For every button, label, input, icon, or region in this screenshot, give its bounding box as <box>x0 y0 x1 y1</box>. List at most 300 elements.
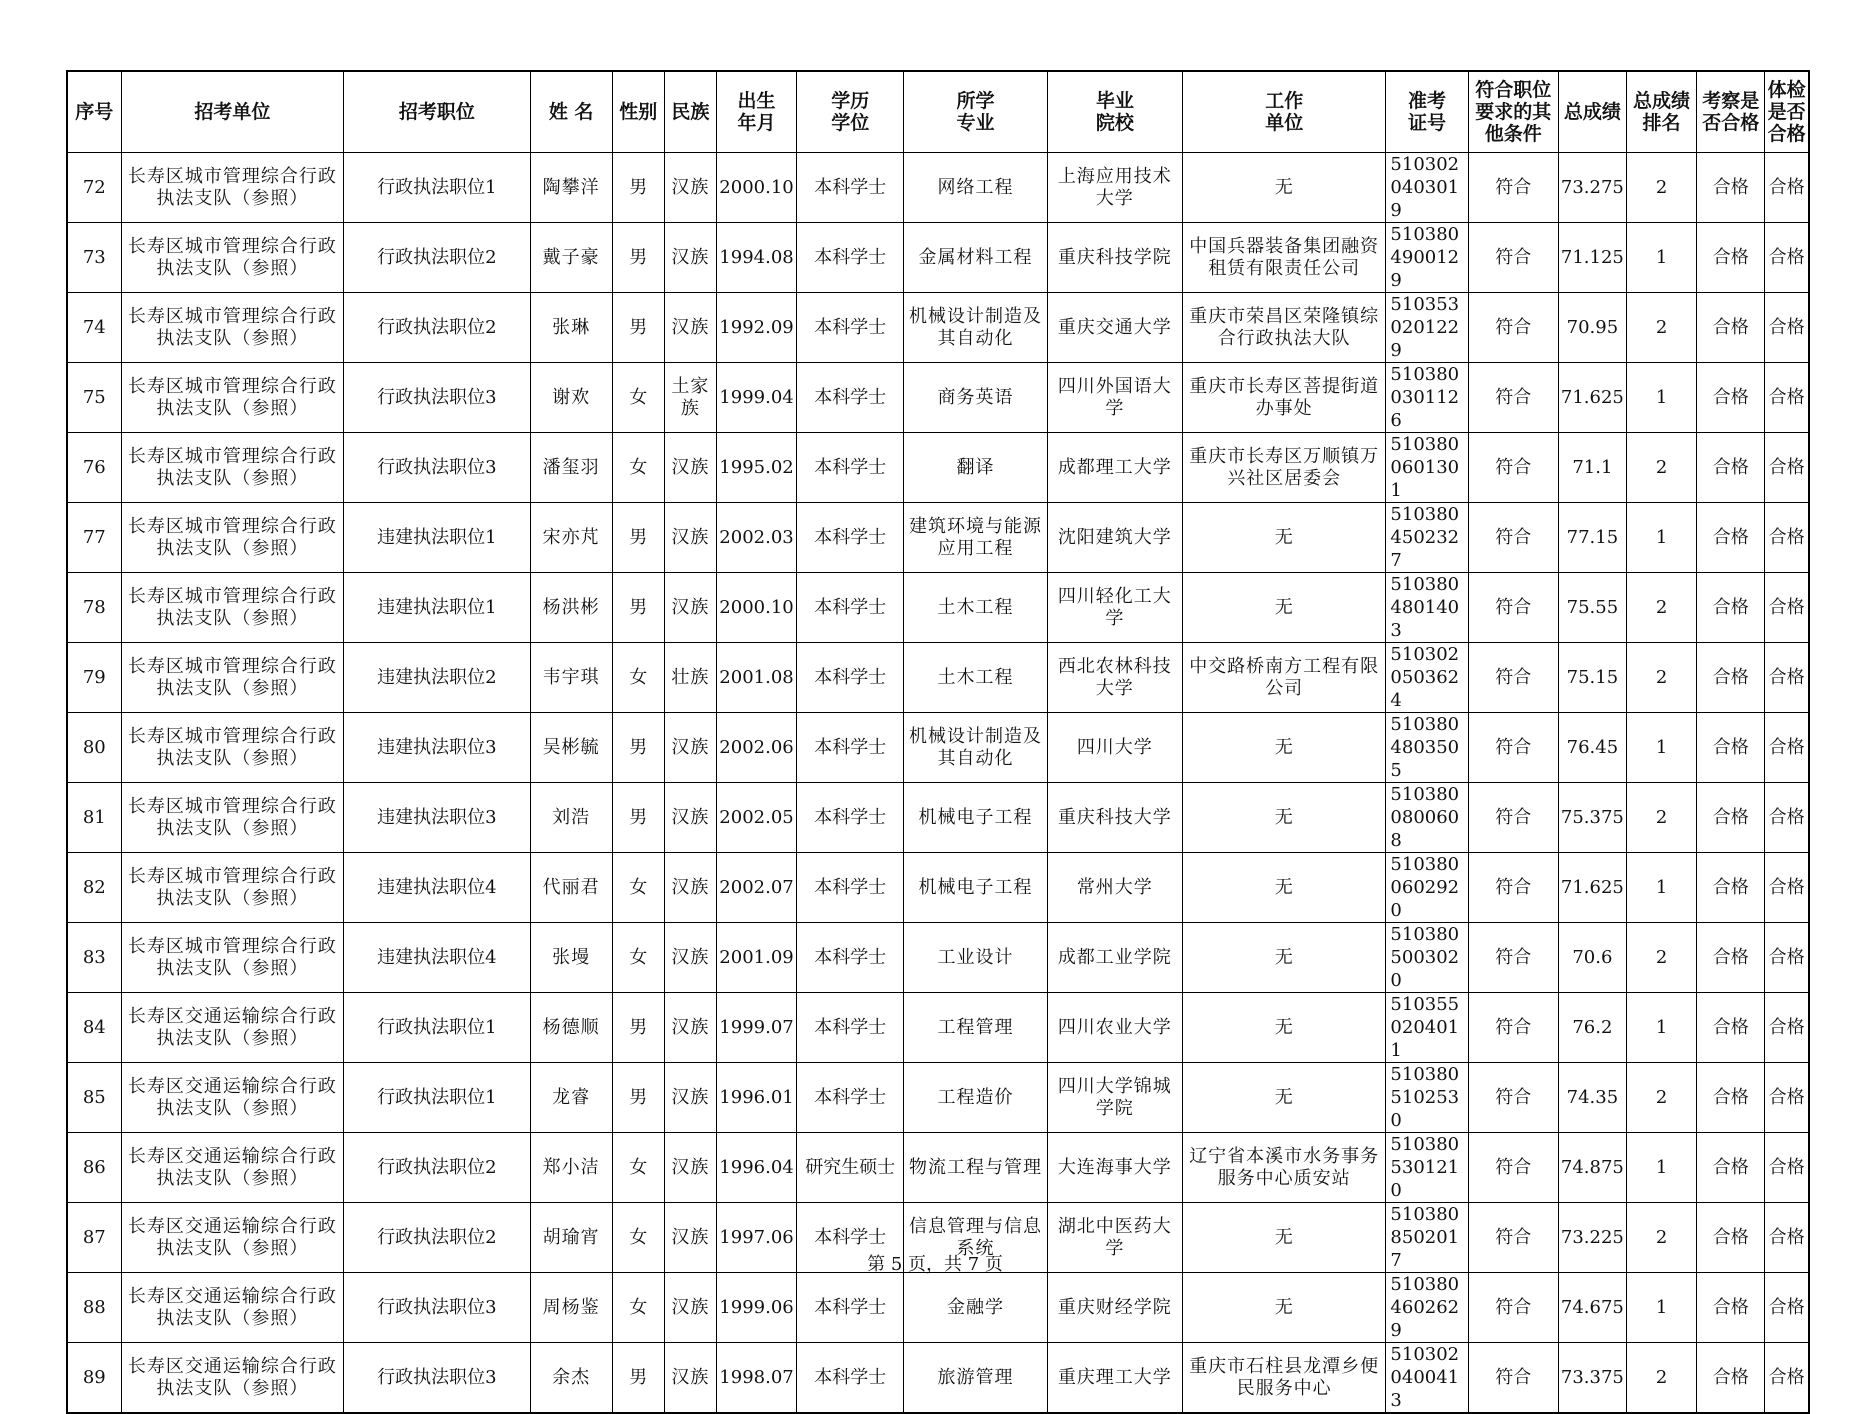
cell-score: 74.875 <box>1558 1133 1626 1203</box>
cell-education: 本科学士 <box>797 363 904 433</box>
cell-rank: 1 <box>1626 713 1696 783</box>
cell-physical: 合格 <box>1765 993 1809 1063</box>
cell-major: 金融学 <box>904 1273 1047 1343</box>
cell-name: 宋亦芃 <box>530 503 612 573</box>
cell-unit: 长寿区交通运输综合行政执法支队（参照） <box>121 993 344 1063</box>
cell-education: 本科学士 <box>797 783 904 853</box>
cell-rank: 1 <box>1626 363 1696 433</box>
cell-major: 建筑环境与能源应用工程 <box>904 503 1047 573</box>
cell-education: 本科学士 <box>797 1203 904 1273</box>
cell-gender: 女 <box>612 1133 664 1203</box>
cell-school: 重庆交通大学 <box>1047 293 1182 363</box>
table-row <box>67 993 1809 1063</box>
cell-physical: 合格 <box>1765 503 1809 573</box>
cell-inspection: 合格 <box>1697 1203 1765 1273</box>
cell-score: 74.35 <box>1558 1063 1626 1133</box>
cell-gender: 男 <box>612 293 664 363</box>
cell-gender: 男 <box>612 993 664 1063</box>
cell-rank: 2 <box>1626 1203 1696 1273</box>
cell-score: 74.675 <box>1558 1273 1626 1343</box>
cell-exam-id: 5103530201229 <box>1386 293 1468 363</box>
cell-position: 行政执法职位1 <box>344 993 530 1063</box>
cell-name: 杨德顺 <box>530 993 612 1063</box>
cell-inspection: 合格 <box>1697 293 1765 363</box>
cell-no: 72 <box>67 153 121 223</box>
cell-unit: 长寿区城市管理综合行政执法支队（参照） <box>121 573 344 643</box>
cell-major: 工程造价 <box>904 1063 1047 1133</box>
cell-unit: 长寿区交通运输综合行政执法支队（参照） <box>121 1203 344 1273</box>
cell-school: 重庆财经学院 <box>1047 1273 1182 1343</box>
cell-meets: 符合 <box>1468 293 1558 363</box>
cell-score: 75.15 <box>1558 643 1626 713</box>
cell-major: 机械电子工程 <box>904 783 1047 853</box>
cell-education: 本科学士 <box>797 1063 904 1133</box>
cell-name: 陶攀洋 <box>530 153 612 223</box>
cell-major: 信息管理与信息系统 <box>904 1203 1047 1273</box>
cell-no: 84 <box>67 993 121 1063</box>
cell-rank: 2 <box>1626 433 1696 503</box>
cell-meets: 符合 <box>1468 643 1558 713</box>
cell-major: 土木工程 <box>904 643 1047 713</box>
cell-physical: 合格 <box>1765 713 1809 783</box>
table-row <box>67 783 1809 853</box>
cell-no: 76 <box>67 433 121 503</box>
cell-meets: 符合 <box>1468 1133 1558 1203</box>
cell-position: 违建执法职位4 <box>344 853 530 923</box>
cell-rank: 2 <box>1626 1063 1696 1133</box>
cell-inspection: 合格 <box>1697 853 1765 923</box>
cell-score: 70.6 <box>1558 923 1626 993</box>
cell-unit: 长寿区城市管理综合行政执法支队（参照） <box>121 713 344 783</box>
cell-unit: 长寿区城市管理综合行政执法支队（参照） <box>121 853 344 923</box>
cell-school: 四川轻化工大学 <box>1047 573 1182 643</box>
cell-inspection: 合格 <box>1697 1133 1765 1203</box>
cell-gender: 女 <box>612 1203 664 1273</box>
cell-inspection: 合格 <box>1697 993 1765 1063</box>
cell-employer: 无 <box>1182 153 1385 223</box>
table-row <box>67 1343 1809 1414</box>
cell-major: 翻译 <box>904 433 1047 503</box>
cell-unit: 长寿区交通运输综合行政执法支队（参照） <box>121 1343 344 1414</box>
cell-major: 机械设计制造及其自动化 <box>904 293 1047 363</box>
cell-major: 工程管理 <box>904 993 1047 1063</box>
page-footer: 第 5 页，共 7 页 <box>867 1254 1003 1275</box>
cell-position: 违建执法职位3 <box>344 783 530 853</box>
cell-inspection: 合格 <box>1697 713 1765 783</box>
cell-exam-id: 5103800601301 <box>1386 433 1468 503</box>
header-education: 学历 学位 <box>797 71 904 153</box>
cell-school: 重庆理工大学 <box>1047 1343 1182 1414</box>
cell-no: 73 <box>67 223 121 293</box>
table-row <box>67 643 1809 713</box>
cell-employer: 中国兵器装备集团融资租赁有限责任公司 <box>1182 223 1385 293</box>
table-row <box>67 433 1809 503</box>
cell-rank: 2 <box>1626 923 1696 993</box>
cell-ethnicity: 汉族 <box>664 223 716 293</box>
cell-major: 网络工程 <box>904 153 1047 223</box>
cell-rank: 2 <box>1626 783 1696 853</box>
cell-school: 四川大学 <box>1047 713 1182 783</box>
table-body <box>67 153 1809 1414</box>
cell-inspection: 合格 <box>1697 153 1765 223</box>
cell-exam-id: 5103020503624 <box>1386 643 1468 713</box>
cell-rank: 2 <box>1626 1343 1696 1414</box>
cell-birth: 2002.03 <box>716 503 796 573</box>
cell-physical: 合格 <box>1765 1063 1809 1133</box>
table-row <box>67 923 1809 993</box>
cell-education: 本科学士 <box>797 643 904 713</box>
header-rank: 总成绩 排名 <box>1626 71 1696 153</box>
cell-education: 本科学士 <box>797 923 904 993</box>
cell-score: 76.2 <box>1558 993 1626 1063</box>
cell-rank: 2 <box>1626 573 1696 643</box>
cell-name: 刘浩 <box>530 783 612 853</box>
cell-rank: 2 <box>1626 153 1696 223</box>
cell-birth: 1999.04 <box>716 363 796 433</box>
cell-education: 研究生硕士 <box>797 1133 904 1203</box>
cell-name: 郑小洁 <box>530 1133 612 1203</box>
cell-gender: 男 <box>612 1063 664 1133</box>
cell-ethnicity: 汉族 <box>664 1203 716 1273</box>
cell-physical: 合格 <box>1765 573 1809 643</box>
cell-physical: 合格 <box>1765 223 1809 293</box>
cell-ethnicity: 汉族 <box>664 1273 716 1343</box>
cell-unit: 长寿区城市管理综合行政执法支队（参照） <box>121 153 344 223</box>
cell-no: 77 <box>67 503 121 573</box>
cell-employer: 中交路桥南方工程有限公司 <box>1182 643 1385 713</box>
cell-major: 商务英语 <box>904 363 1047 433</box>
cell-birth: 2001.09 <box>716 923 796 993</box>
table-row <box>67 573 1809 643</box>
cell-meets: 符合 <box>1468 993 1558 1063</box>
cell-physical: 合格 <box>1765 363 1809 433</box>
cell-rank: 1 <box>1626 1133 1696 1203</box>
header-inspection: 考察是 否合格 <box>1697 71 1765 153</box>
cell-position: 违建执法职位1 <box>344 573 530 643</box>
cell-name: 韦宇琪 <box>530 643 612 713</box>
cell-meets: 符合 <box>1468 223 1558 293</box>
table-row <box>67 363 1809 433</box>
cell-name: 杨洪彬 <box>530 573 612 643</box>
header-exam-id: 准考 证号 <box>1386 71 1468 153</box>
cell-ethnicity: 汉族 <box>664 1133 716 1203</box>
cell-gender: 女 <box>612 643 664 713</box>
cell-physical: 合格 <box>1765 923 1809 993</box>
cell-ethnicity: 汉族 <box>664 573 716 643</box>
cell-unit: 长寿区交通运输综合行政执法支队（参照） <box>121 1133 344 1203</box>
cell-gender: 男 <box>612 783 664 853</box>
cell-no: 78 <box>67 573 121 643</box>
cell-gender: 男 <box>612 573 664 643</box>
cell-ethnicity: 汉族 <box>664 1343 716 1414</box>
table-row <box>67 153 1809 223</box>
cell-education: 本科学士 <box>797 573 904 643</box>
table-row <box>67 503 1809 573</box>
cell-employer: 无 <box>1182 993 1385 1063</box>
cell-inspection: 合格 <box>1697 363 1765 433</box>
cell-physical: 合格 <box>1765 293 1809 363</box>
cell-no: 75 <box>67 363 121 433</box>
cell-major: 金属材料工程 <box>904 223 1047 293</box>
cell-exam-id: 5103800301126 <box>1386 363 1468 433</box>
cell-education: 本科学士 <box>797 1343 904 1414</box>
header-unit: 招考单位 <box>121 71 344 153</box>
cell-education: 本科学士 <box>797 993 904 1063</box>
cell-score: 71.1 <box>1558 433 1626 503</box>
cell-inspection: 合格 <box>1697 223 1765 293</box>
cell-ethnicity: 汉族 <box>664 993 716 1063</box>
cell-physical: 合格 <box>1765 153 1809 223</box>
cell-gender: 男 <box>612 503 664 573</box>
cell-unit: 长寿区城市管理综合行政执法支队（参照） <box>121 503 344 573</box>
cell-inspection: 合格 <box>1697 1063 1765 1133</box>
cell-meets: 符合 <box>1468 573 1558 643</box>
cell-exam-id: 5103804502327 <box>1386 503 1468 573</box>
cell-exam-id: 5103020403019 <box>1386 153 1468 223</box>
cell-birth: 1992.09 <box>716 293 796 363</box>
cell-major: 机械电子工程 <box>904 853 1047 923</box>
cell-gender: 男 <box>612 223 664 293</box>
header-no: 序号 <box>67 71 121 153</box>
header-gender: 性别 <box>612 71 664 153</box>
cell-employer: 无 <box>1182 1063 1385 1133</box>
cell-position: 违建执法职位2 <box>344 643 530 713</box>
header-ethnicity: 民族 <box>664 71 716 153</box>
cell-position: 违建执法职位4 <box>344 923 530 993</box>
cell-rank: 1 <box>1626 853 1696 923</box>
header-score: 总成绩 <box>1558 71 1626 153</box>
cell-birth: 2002.05 <box>716 783 796 853</box>
cell-inspection: 合格 <box>1697 573 1765 643</box>
cell-ethnicity: 汉族 <box>664 783 716 853</box>
cell-exam-id: 5103805102530 <box>1386 1063 1468 1133</box>
cell-gender: 女 <box>612 433 664 503</box>
cell-meets: 符合 <box>1468 503 1558 573</box>
cell-major: 物流工程与管理 <box>904 1133 1047 1203</box>
cell-exam-id: 5103804602629 <box>1386 1273 1468 1343</box>
cell-score: 75.55 <box>1558 573 1626 643</box>
cell-birth: 1999.07 <box>716 993 796 1063</box>
cell-education: 本科学士 <box>797 153 904 223</box>
cell-employer: 重庆市长寿区菩提街道办事处 <box>1182 363 1385 433</box>
cell-unit: 长寿区城市管理综合行政执法支队（参照） <box>121 783 344 853</box>
cell-gender: 女 <box>612 1273 664 1343</box>
cell-employer: 无 <box>1182 713 1385 783</box>
cell-unit: 长寿区城市管理综合行政执法支队（参照） <box>121 293 344 363</box>
cell-ethnicity: 汉族 <box>664 713 716 783</box>
cell-rank: 1 <box>1626 993 1696 1063</box>
cell-position: 行政执法职位1 <box>344 153 530 223</box>
cell-position: 行政执法职位2 <box>344 293 530 363</box>
cell-no: 74 <box>67 293 121 363</box>
cell-rank: 2 <box>1626 293 1696 363</box>
cell-no: 88 <box>67 1273 121 1343</box>
cell-name: 张琳 <box>530 293 612 363</box>
table-row <box>67 1133 1809 1203</box>
table-row <box>67 293 1809 363</box>
cell-birth: 1996.01 <box>716 1063 796 1133</box>
cell-inspection: 合格 <box>1697 783 1765 853</box>
cell-birth: 1996.04 <box>716 1133 796 1203</box>
header-major: 所学 专业 <box>904 71 1047 153</box>
cell-name: 张墁 <box>530 923 612 993</box>
cell-name: 胡瑜宵 <box>530 1203 612 1273</box>
cell-unit: 长寿区城市管理综合行政执法支队（参照） <box>121 363 344 433</box>
cell-ethnicity: 汉族 <box>664 923 716 993</box>
cell-ethnicity: 壮族 <box>664 643 716 713</box>
cell-meets: 符合 <box>1468 153 1558 223</box>
cell-school: 成都理工大学 <box>1047 433 1182 503</box>
cell-school: 四川大学锦城学院 <box>1047 1063 1182 1133</box>
cell-exam-id: 5103804801403 <box>1386 573 1468 643</box>
cell-education: 本科学士 <box>797 223 904 293</box>
cell-no: 80 <box>67 713 121 783</box>
cell-no: 85 <box>67 1063 121 1133</box>
cell-birth: 1994.08 <box>716 223 796 293</box>
cell-inspection: 合格 <box>1697 1273 1765 1343</box>
cell-school: 成都工业学院 <box>1047 923 1182 993</box>
cell-unit: 长寿区城市管理综合行政执法支队（参照） <box>121 223 344 293</box>
cell-meets: 符合 <box>1468 713 1558 783</box>
cell-meets: 符合 <box>1468 1343 1558 1414</box>
cell-physical: 合格 <box>1765 1203 1809 1273</box>
cell-school: 大连海事大学 <box>1047 1133 1182 1203</box>
cell-exam-id: 5103800602920 <box>1386 853 1468 923</box>
cell-score: 71.125 <box>1558 223 1626 293</box>
table-header-row <box>67 71 1809 153</box>
cell-rank: 1 <box>1626 503 1696 573</box>
cell-unit: 长寿区城市管理综合行政执法支队（参照） <box>121 433 344 503</box>
cell-school: 常州大学 <box>1047 853 1182 923</box>
cell-education: 本科学士 <box>797 853 904 923</box>
cell-inspection: 合格 <box>1697 643 1765 713</box>
cell-exam-id: 5103550204011 <box>1386 993 1468 1063</box>
cell-employer: 无 <box>1182 573 1385 643</box>
cell-exam-id: 5103808502017 <box>1386 1203 1468 1273</box>
cell-rank: 1 <box>1626 223 1696 293</box>
cell-unit: 长寿区交通运输综合行政执法支队（参照） <box>121 1063 344 1133</box>
cell-ethnicity: 土家族 <box>664 363 716 433</box>
header-name: 姓 名 <box>530 71 612 153</box>
cell-exam-id: 5103804900129 <box>1386 223 1468 293</box>
cell-exam-id: 5103805301210 <box>1386 1133 1468 1203</box>
cell-ethnicity: 汉族 <box>664 853 716 923</box>
cell-school: 四川外国语大学 <box>1047 363 1182 433</box>
cell-inspection: 合格 <box>1697 1343 1765 1414</box>
cell-position: 行政执法职位3 <box>344 433 530 503</box>
cell-position: 行政执法职位2 <box>344 1203 530 1273</box>
header-position: 招考职位 <box>344 71 530 153</box>
cell-birth: 1995.02 <box>716 433 796 503</box>
cell-education: 本科学士 <box>797 293 904 363</box>
cell-position: 行政执法职位2 <box>344 1133 530 1203</box>
cell-exam-id: 5103020400413 <box>1386 1343 1468 1414</box>
cell-meets: 符合 <box>1468 1063 1558 1133</box>
cell-birth: 2002.06 <box>716 713 796 783</box>
cell-employer: 无 <box>1182 923 1385 993</box>
cell-birth: 2002.07 <box>716 853 796 923</box>
cell-birth: 2001.08 <box>716 643 796 713</box>
cell-unit: 长寿区城市管理综合行政执法支队（参照） <box>121 643 344 713</box>
cell-education: 本科学士 <box>797 433 904 503</box>
cell-school: 四川农业大学 <box>1047 993 1182 1063</box>
cell-score: 71.625 <box>1558 853 1626 923</box>
cell-unit: 长寿区城市管理综合行政执法支队（参照） <box>121 923 344 993</box>
cell-physical: 合格 <box>1765 1343 1809 1414</box>
cell-rank: 1 <box>1626 1273 1696 1343</box>
cell-ethnicity: 汉族 <box>664 153 716 223</box>
table-row <box>67 1063 1809 1133</box>
cell-no: 83 <box>67 923 121 993</box>
cell-physical: 合格 <box>1765 853 1809 923</box>
cell-exam-id: 5103800800608 <box>1386 783 1468 853</box>
cell-position: 行政执法职位3 <box>344 363 530 433</box>
cell-birth: 1998.07 <box>716 1343 796 1414</box>
cell-employer: 无 <box>1182 503 1385 573</box>
cell-school: 西北农林科技大学 <box>1047 643 1182 713</box>
cell-ethnicity: 汉族 <box>664 503 716 573</box>
cell-no: 82 <box>67 853 121 923</box>
cell-meets: 符合 <box>1468 1203 1558 1273</box>
cell-birth: 2000.10 <box>716 153 796 223</box>
cell-education: 本科学士 <box>797 503 904 573</box>
cell-name: 潘玺羽 <box>530 433 612 503</box>
header-physical: 体检 是否 合格 <box>1765 71 1809 153</box>
cell-meets: 符合 <box>1468 853 1558 923</box>
cell-position: 行政执法职位1 <box>344 1063 530 1133</box>
cell-meets: 符合 <box>1468 783 1558 853</box>
cell-position: 行政执法职位3 <box>344 1343 530 1414</box>
cell-employer: 无 <box>1182 853 1385 923</box>
cell-gender: 男 <box>612 153 664 223</box>
table-row <box>67 1273 1809 1343</box>
cell-score: 77.15 <box>1558 503 1626 573</box>
cell-major: 工业设计 <box>904 923 1047 993</box>
cell-name: 代丽君 <box>530 853 612 923</box>
cell-ethnicity: 汉族 <box>664 433 716 503</box>
cell-exam-id: 5103805003020 <box>1386 923 1468 993</box>
cell-score: 76.45 <box>1558 713 1626 783</box>
cell-education: 本科学士 <box>797 713 904 783</box>
cell-ethnicity: 汉族 <box>664 293 716 363</box>
header-meets: 符合职位 要求的其 他条件 <box>1468 71 1558 153</box>
cell-inspection: 合格 <box>1697 923 1765 993</box>
cell-position: 行政执法职位2 <box>344 223 530 293</box>
cell-school: 重庆科技大学 <box>1047 783 1182 853</box>
cell-ethnicity: 汉族 <box>664 1063 716 1133</box>
table-row <box>67 853 1809 923</box>
cell-score: 75.375 <box>1558 783 1626 853</box>
cell-physical: 合格 <box>1765 1133 1809 1203</box>
cell-no: 86 <box>67 1133 121 1203</box>
cell-employer: 无 <box>1182 783 1385 853</box>
cell-school: 沈阳建筑大学 <box>1047 503 1182 573</box>
cell-major: 旅游管理 <box>904 1343 1047 1414</box>
cell-employer: 重庆市长寿区万顺镇万兴社区居委会 <box>1182 433 1385 503</box>
cell-exam-id: 5103804803505 <box>1386 713 1468 783</box>
cell-gender: 男 <box>612 713 664 783</box>
cell-name: 余杰 <box>530 1343 612 1414</box>
cell-position: 违建执法职位1 <box>344 503 530 573</box>
cell-position: 违建执法职位3 <box>344 713 530 783</box>
table-row <box>67 223 1809 293</box>
cell-employer: 重庆市荣昌区荣隆镇综合行政执法大队 <box>1182 293 1385 363</box>
cell-name: 吴彬毓 <box>530 713 612 783</box>
cell-name: 龙睿 <box>530 1063 612 1133</box>
cell-no: 81 <box>67 783 121 853</box>
cell-gender: 女 <box>612 853 664 923</box>
cell-gender: 女 <box>612 923 664 993</box>
